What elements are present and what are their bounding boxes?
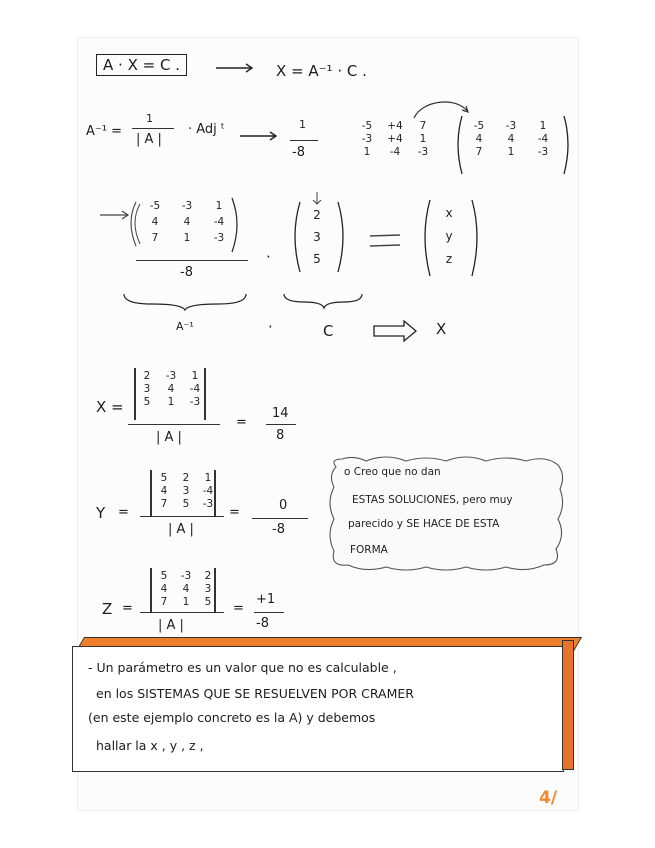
z-determinant-matrix	[156, 570, 216, 608]
determinant-bar	[214, 568, 216, 612]
matrix-cell: 4	[160, 583, 168, 595]
determinant-bar	[150, 568, 152, 612]
matrix-cell: 5	[160, 570, 168, 582]
matrix-cell: 1	[183, 232, 191, 244]
z-label: Z	[102, 600, 113, 618]
cloud-line-4: FORMA	[350, 544, 388, 556]
arrow-icon	[240, 131, 280, 141]
matrix-cell: 2	[182, 472, 190, 484]
matrix-cell: 7	[160, 596, 168, 608]
matrix-cell: 7	[151, 232, 159, 244]
fraction-bar	[128, 424, 220, 425]
matrix-cell: 5	[160, 472, 168, 484]
matrix-cell: -4	[389, 146, 401, 158]
matrix-cell: 4	[507, 133, 515, 145]
matrix-cell: 1	[363, 146, 371, 158]
y-denominator: | A |	[168, 522, 194, 537]
note-box-side-edge	[562, 640, 574, 770]
inverse-matrix	[142, 200, 232, 244]
fraction-bar	[136, 260, 248, 261]
x-determinant-matrix	[138, 370, 204, 408]
matrix-cell: -5	[149, 200, 161, 212]
arrow-icon	[216, 63, 256, 73]
matrix-cell: 4	[167, 383, 175, 395]
matrix-cell: -3	[537, 146, 549, 158]
brace-icon	[282, 292, 372, 312]
inverse-label: A⁻¹ =	[86, 124, 122, 139]
matrix-cell: -4	[537, 133, 549, 145]
matrix-cell: 5	[182, 498, 190, 510]
x-denominator: | A |	[156, 430, 182, 445]
constants-vector	[308, 208, 326, 266]
matrix-cell: -4	[213, 216, 225, 228]
brace-icon	[122, 292, 252, 312]
matrix-cell: -5	[473, 120, 485, 132]
matrix-cell: 4	[183, 216, 191, 228]
matrix-cell: 3	[182, 485, 190, 497]
fraction-denominator: -8	[180, 265, 193, 280]
fraction-bar	[140, 516, 224, 517]
note-line-3: (en este ejemplo concreto es la A) y debemos	[88, 710, 376, 725]
dot-operator: ·	[268, 318, 273, 336]
matrix-parenthesis-right	[228, 196, 248, 256]
vector-cell: x	[445, 206, 453, 220]
page-number: 4/	[539, 788, 558, 808]
y-determinant-matrix	[156, 472, 216, 510]
equals-sign: =	[233, 601, 244, 616]
matrix-cell: -3	[417, 146, 429, 158]
determinant-bar	[134, 368, 136, 420]
z-result-numerator: +1	[256, 592, 276, 607]
matrix-cell: 4	[475, 133, 483, 145]
brace-label-c: C	[323, 322, 334, 340]
fraction-denominator: | A |	[136, 132, 162, 147]
matrix-cell: -3	[189, 396, 201, 408]
note-line-2: en los SISTEMAS QUE SE RESUELVEN POR CRAMER	[96, 686, 414, 701]
fraction-bar	[252, 518, 308, 519]
matrix-cell: 4	[151, 216, 159, 228]
cloud-line-1: o Creo que no dan	[344, 466, 441, 478]
note-line-4: hallar la x , y , z ,	[96, 738, 204, 753]
matrix-cell: 1	[215, 200, 223, 212]
equals-sign	[370, 232, 406, 252]
fraction-bar	[290, 140, 318, 141]
result-label: X	[436, 320, 447, 338]
fraction-bar	[266, 424, 296, 425]
cloud-line-3: parecido y SE HACE DE ESTA	[348, 518, 500, 530]
adjugate-label: · Adj ᵗ	[188, 122, 225, 137]
matrix-cell: 7	[419, 120, 427, 132]
matrix-cell: 1	[167, 396, 175, 408]
determinant-bar	[204, 368, 206, 420]
matrix-cell: -3	[181, 200, 193, 212]
matrix-cell: 1	[539, 120, 547, 132]
matrix-cell: 2	[143, 370, 151, 382]
fraction-bar	[254, 612, 284, 613]
solution-formula: X = A⁻¹ · C .	[276, 62, 367, 80]
boxed-equation: A · X = C .	[96, 54, 187, 76]
matrix-cell: 5	[204, 596, 212, 608]
z-denominator: | A |	[158, 618, 184, 633]
fraction-numerator: 1	[146, 112, 153, 125]
equals-sign: =	[118, 505, 129, 520]
matrix-cell: -3	[213, 232, 225, 244]
matrix-cell: 1	[507, 146, 515, 158]
matrix-cell: -3	[361, 133, 373, 145]
matrix-cell: 4	[182, 583, 190, 595]
matrix-cell: 1	[191, 370, 199, 382]
matrix-cell: -3	[202, 498, 214, 510]
matrix-cell: -3	[180, 570, 192, 582]
matrix-cell: 3	[143, 383, 151, 395]
y-label: Y	[96, 504, 106, 522]
adjugate-matrix	[466, 120, 556, 158]
matrix-cell: +4	[387, 133, 403, 145]
cofactor-matrix	[356, 120, 434, 158]
scalar-numerator: 1	[299, 118, 306, 131]
equals-sign: =	[229, 505, 240, 520]
vector-cell: 3	[313, 230, 321, 244]
scalar-denominator: -8	[292, 145, 305, 160]
matrix-cell: 1	[419, 133, 427, 145]
vector-cell: y	[445, 229, 453, 243]
determinant-bar	[150, 470, 152, 516]
vector-cell: z	[445, 252, 453, 266]
equals-sign: =	[236, 415, 247, 430]
x-label: X =	[96, 398, 124, 416]
brace-label-inverse: A⁻¹	[176, 320, 194, 333]
matrix-cell: 7	[160, 498, 168, 510]
matrix-cell: -4	[202, 485, 214, 497]
matrix-cell: 2	[204, 570, 212, 582]
y-result-numerator: 0	[279, 498, 288, 513]
matrix-cell: 1	[204, 472, 212, 484]
equals-sign: =	[122, 601, 133, 616]
x-result-numerator: 14	[272, 406, 289, 421]
matrix-cell: -3	[165, 370, 177, 382]
matrix-cell: -3	[505, 120, 517, 132]
matrix-cell: 1	[182, 596, 190, 608]
z-result-denominator: -8	[256, 616, 269, 631]
matrix-cell: 5	[143, 396, 151, 408]
unknowns-vector	[440, 206, 458, 266]
matrix-cell: -4	[189, 383, 201, 395]
fraction-bar	[140, 612, 224, 613]
cloud-line-2: ESTAS SOLUCIONES, pero muy	[352, 494, 513, 506]
determinant-bar	[214, 470, 216, 516]
matrix-cell: 7	[475, 146, 483, 158]
matrix-cell: 3	[204, 583, 212, 595]
matrix-cell: 4	[160, 485, 168, 497]
x-result-denominator: 8	[276, 428, 285, 443]
implies-arrow-icon	[374, 321, 420, 341]
dot-operator: ·	[266, 248, 271, 266]
y-result-denominator: -8	[272, 522, 285, 537]
vector-cell: 5	[313, 252, 321, 266]
matrix-cell: +4	[387, 120, 403, 132]
note-line-1: - Un parámetro es un valor que no es calculable ,	[88, 660, 397, 675]
fraction-bar	[132, 128, 174, 129]
matrix-cell: -5	[361, 120, 373, 132]
vector-cell: 2	[313, 208, 321, 222]
